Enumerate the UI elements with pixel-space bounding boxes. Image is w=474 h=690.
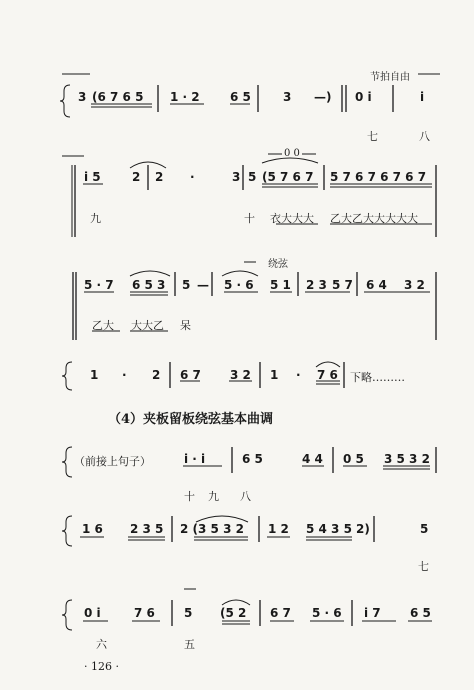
note: 2 (132, 170, 141, 184)
triplet-mark: 0 0 (284, 148, 300, 159)
note: 3 2 (404, 278, 425, 292)
rao-xian-mark: 绕弦 (268, 259, 288, 270)
note: 7 6 (317, 368, 338, 382)
lyric: 十 (244, 212, 255, 225)
note: 4 4 (302, 452, 323, 466)
note: (5 7 6 7 (262, 170, 314, 184)
lyric: 大大乙 (131, 319, 164, 332)
note: · (296, 368, 301, 382)
note: 5 · 6 (312, 606, 342, 620)
page-number: · 126 · (84, 660, 119, 673)
note: i (420, 90, 425, 104)
tempo-note: 节拍自由 (370, 72, 410, 83)
note: 1 (90, 368, 99, 382)
note: i · i (184, 452, 206, 466)
note: 5 (248, 170, 257, 184)
lyric: 乙大乙大大大大大 (330, 212, 418, 225)
note: 5 1 (270, 278, 291, 292)
note: 1 · 2 (170, 90, 200, 104)
note: 1 6 (82, 522, 103, 536)
note: 5 7 6 7 6 7 6 7 (330, 170, 427, 184)
note: 0 i (84, 606, 101, 620)
note: 2) (356, 522, 370, 536)
note: 6 7 (270, 606, 291, 620)
lyric: 七 (418, 560, 429, 573)
note: 3 5 3 2 (384, 452, 430, 466)
lyric: 八 (240, 490, 251, 503)
lyric: 呆 (180, 319, 191, 332)
brace-s1 (60, 85, 70, 117)
note: 6 5 (410, 606, 431, 620)
lyric: 九 (208, 490, 219, 503)
note: 6 5 3 (132, 278, 166, 292)
note: — (197, 278, 209, 292)
note: 6 5 (230, 90, 251, 104)
note: · (122, 368, 127, 382)
note: 5 · 6 (224, 278, 254, 292)
note: 0 5 (343, 452, 364, 466)
lyric: 十 (184, 490, 195, 503)
note: 0 i (355, 90, 372, 104)
note: 5 (184, 606, 193, 620)
lyric: 九 (90, 212, 101, 225)
note: 7 6 (134, 606, 155, 620)
lyric: 衣大大大 (270, 212, 314, 225)
note: 5 4 3 5 (306, 522, 352, 536)
note: · (190, 170, 195, 184)
lyric: 八 (419, 130, 430, 143)
lyric: 六 (96, 638, 107, 651)
note: 1 (270, 368, 279, 382)
note: i 7 (364, 606, 381, 620)
pre-note: （前接上句子） (74, 455, 151, 468)
note: (6 7 6 5 (92, 90, 144, 104)
note: 2 3 5 (130, 522, 164, 536)
note: 1 2 (268, 522, 289, 536)
note: 5 7 (332, 278, 353, 292)
note: 6 7 (180, 368, 201, 382)
lyric: 七 (367, 130, 378, 143)
note: 2 (152, 368, 161, 382)
lyric: 五 (184, 638, 195, 651)
note: 6 5 (242, 452, 263, 466)
lyric: 乙大 (92, 319, 114, 332)
note: 3 (232, 170, 241, 184)
note: 5 (182, 278, 191, 292)
note: 3 (283, 90, 292, 104)
note: i 5 (84, 170, 101, 184)
note: 6 4 (366, 278, 387, 292)
note: 3 (78, 90, 87, 104)
note: —) (314, 90, 332, 104)
note: 5 · 7 (84, 278, 114, 292)
note: 2 3 (306, 278, 327, 292)
note: 2 (155, 170, 164, 184)
ellipsis-note: 下略……… (350, 371, 405, 384)
note: 5 (420, 522, 429, 536)
note: 3 2 (230, 368, 251, 382)
note: 2 (3 5 3 2 (180, 522, 244, 536)
section-title: （4）夹板留板绕弦基本曲调 (108, 412, 274, 427)
note: (5 2 (220, 606, 247, 620)
